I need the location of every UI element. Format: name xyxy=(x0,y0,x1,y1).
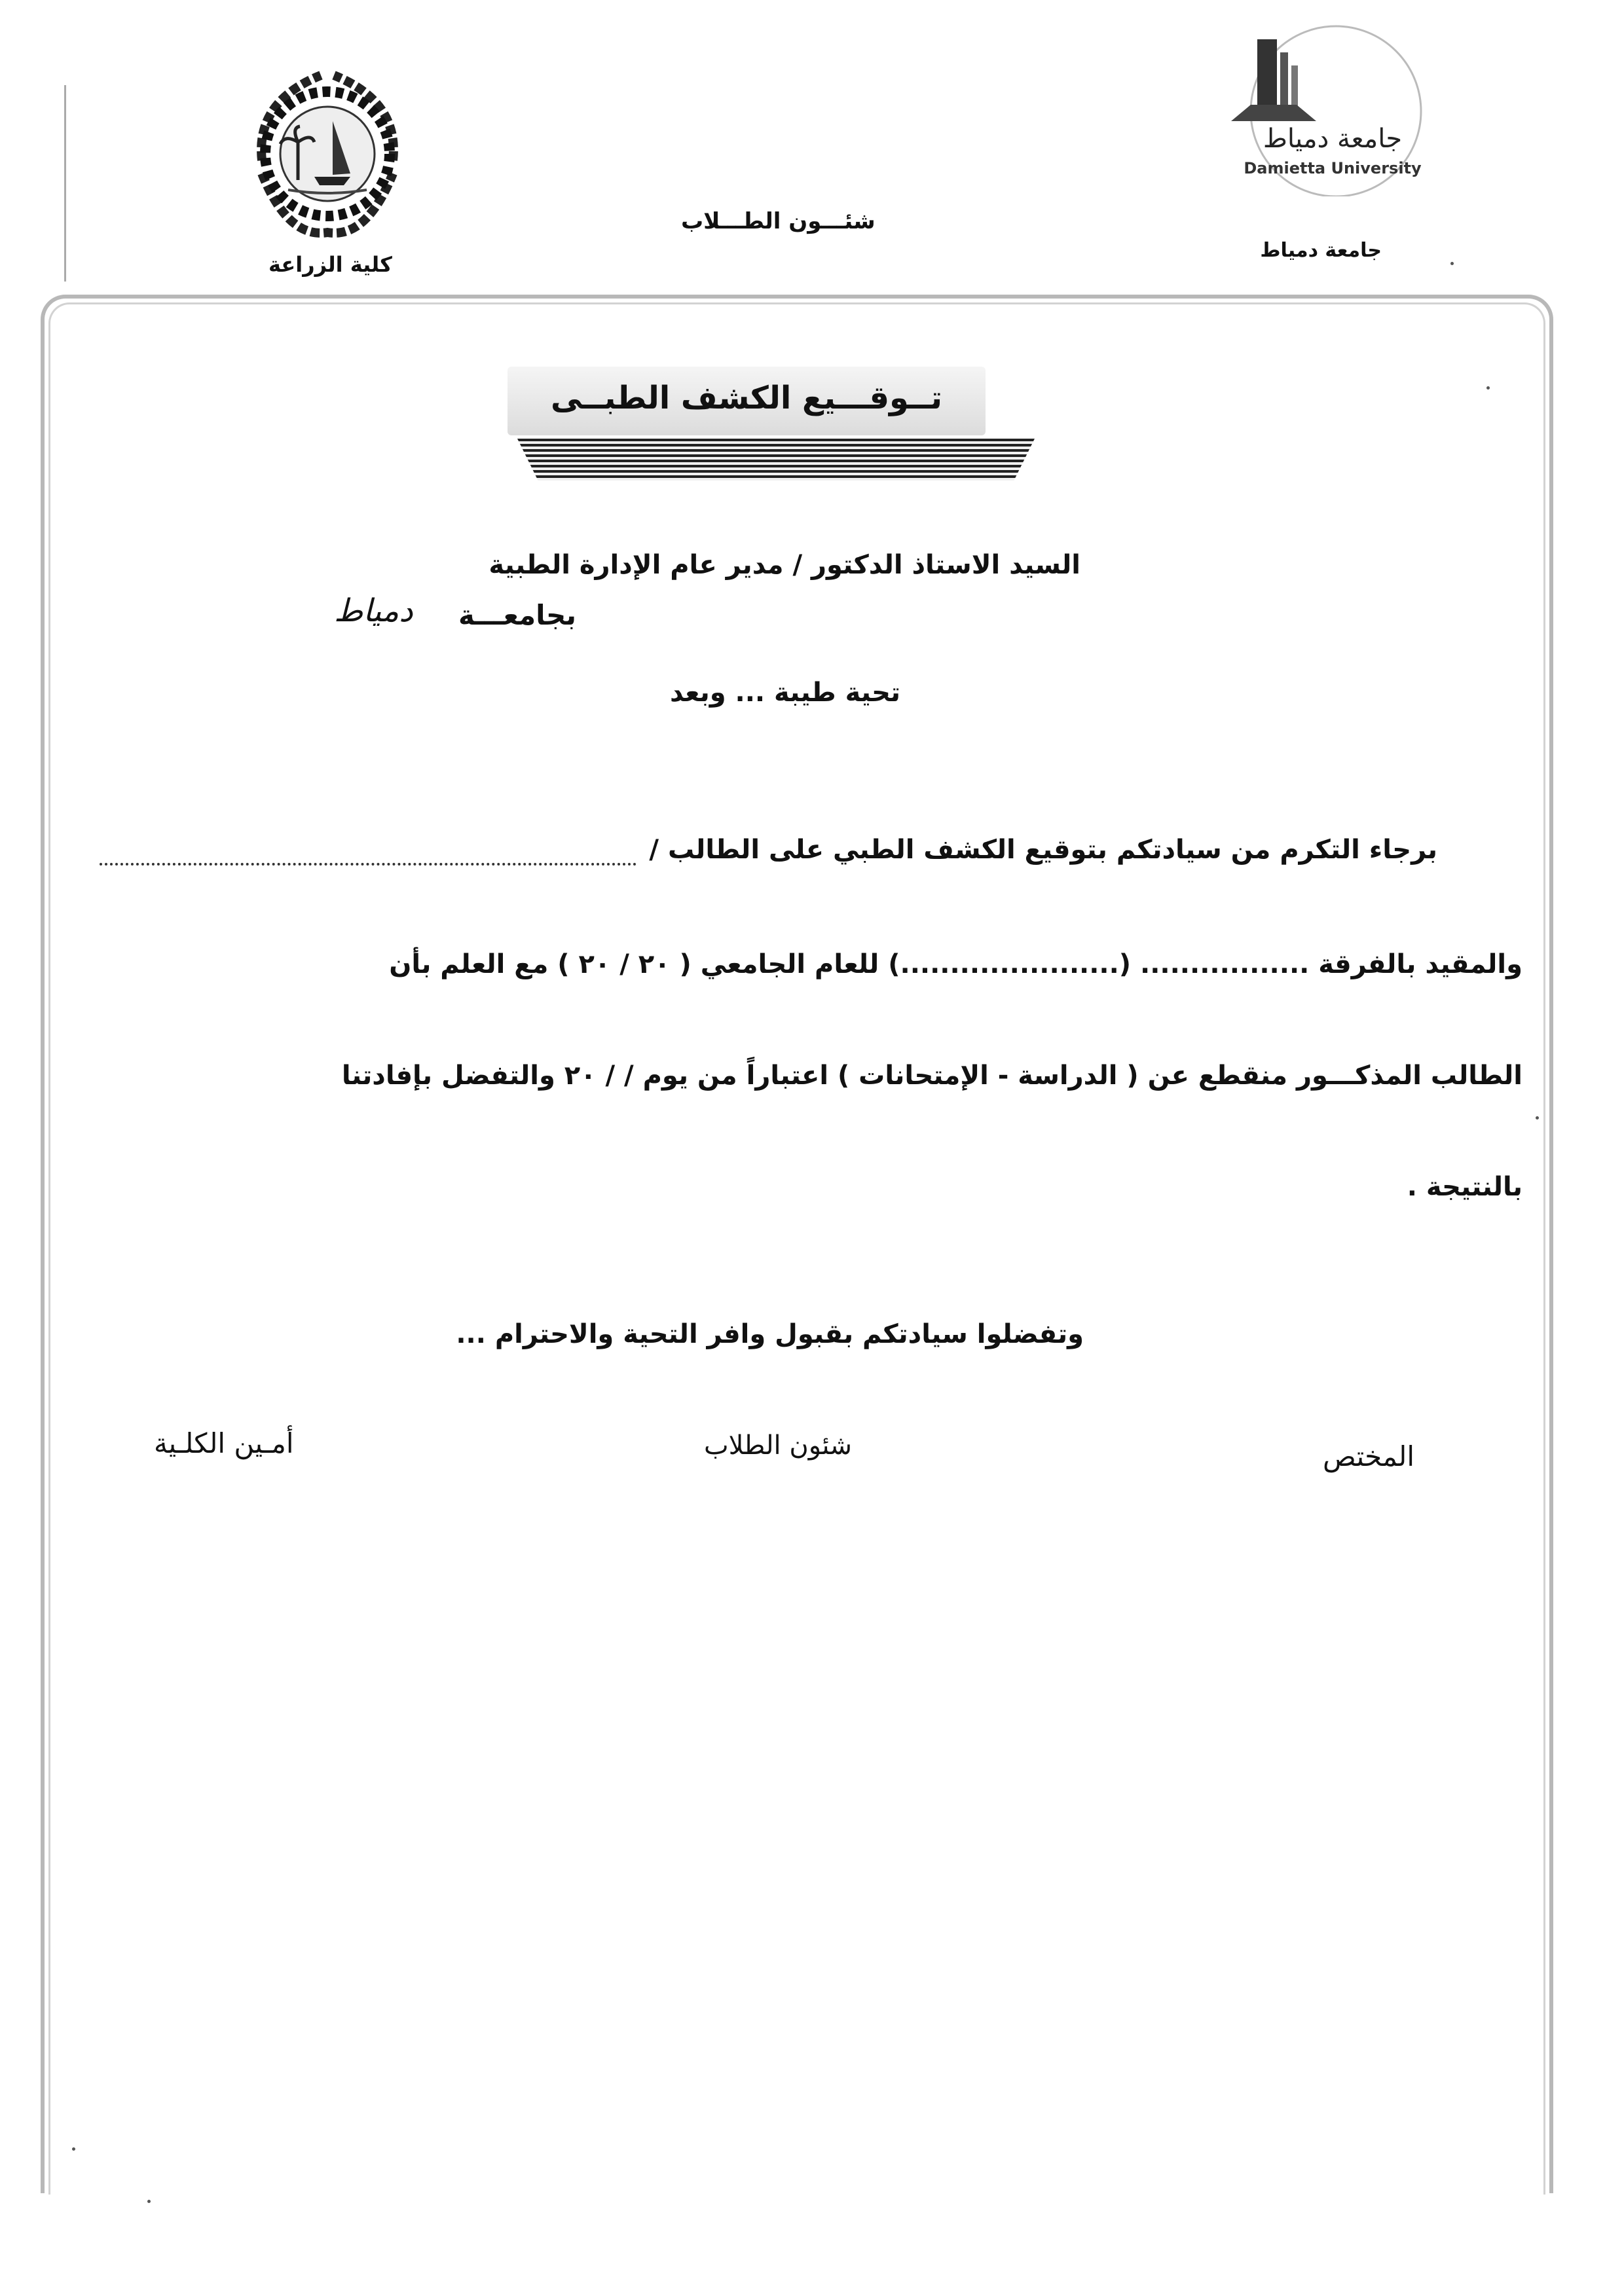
logo-arabic-text: جامعة دمياط xyxy=(1263,124,1403,154)
university-name: جامعة دمياط xyxy=(1260,239,1382,262)
signature-specialist: المختص xyxy=(1323,1440,1414,1472)
student-affairs-heading: شئـــون الطـــلاب xyxy=(681,208,876,234)
faculty-name: كلية الزراعة xyxy=(268,252,392,277)
student-name-field[interactable] xyxy=(100,863,637,866)
result-line: بالنتيجة . xyxy=(1407,1172,1522,1202)
faculty-of-agriculture-logo xyxy=(216,62,439,246)
scan-speck xyxy=(1536,1116,1539,1120)
enrollment-line: والمقيد بالفرقة ................. (......................) للعام الجامعي ( ٢٠ / ٢٠ ) مع العلم بأن xyxy=(389,949,1522,979)
scan-speck xyxy=(1450,262,1454,265)
addressee-line: السيد الاستاذ الدكتور / مدير عام الإدارة الطبية xyxy=(489,550,1080,580)
building-icon xyxy=(1231,39,1316,121)
request-line: برجاء التكرم من سيادتكم بتوقيع الكشف الطبي على الطالب / xyxy=(649,835,1437,865)
title-underline-bar xyxy=(517,439,1035,481)
document-frame-inner xyxy=(48,302,1545,2195)
signature-faculty-secretary: أمـين الكلـية xyxy=(154,1427,294,1459)
document-title: تــوقـــيع الكشف الطبــى xyxy=(551,380,942,416)
scan-speck xyxy=(72,2147,75,2151)
addressee-university-label: بجامعـــة xyxy=(458,599,576,631)
damietta-university-logo xyxy=(1218,13,1428,196)
scan-speck xyxy=(1486,386,1490,390)
logo-english-text: Damietta University xyxy=(1244,159,1422,177)
scan-edge-line xyxy=(64,85,66,282)
signature-student-affairs: شئون الطلاب xyxy=(704,1430,852,1461)
handwritten-university-name: دمياط xyxy=(334,592,413,629)
closing-line: وتفضلوا سيادتكم بقبول وافر التحية والاحترام ... xyxy=(456,1319,1084,1349)
absence-line: الطالب المذكـــور منقطع عن ( الدراسة - الإمتحانات ) اعتباراً من يوم / / ٢٠ والتفضل بإفادتنا xyxy=(341,1061,1522,1091)
greeting-line: تحية طيبة ... وبعد xyxy=(670,678,900,708)
scan-speck xyxy=(147,2200,151,2203)
